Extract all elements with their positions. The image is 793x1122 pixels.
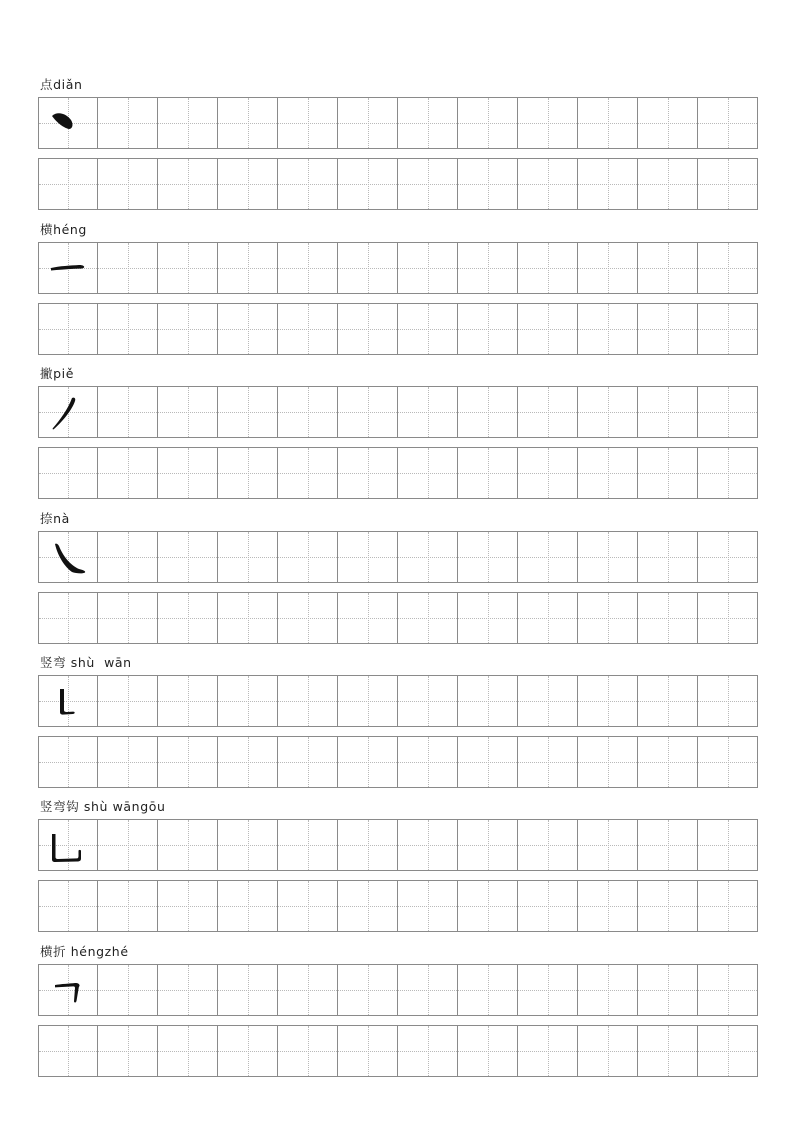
practice-cell[interactable] <box>398 158 458 210</box>
model-stroke-cell <box>38 531 98 583</box>
practice-cell[interactable] <box>578 592 638 644</box>
practice-cell[interactable] <box>638 531 698 583</box>
practice-cell[interactable] <box>278 736 338 788</box>
practice-cell[interactable] <box>278 158 338 210</box>
practice-cell[interactable] <box>578 736 638 788</box>
practice-cell[interactable] <box>518 386 578 438</box>
practice-cell[interactable] <box>338 386 398 438</box>
practice-cell[interactable] <box>38 158 98 210</box>
practice-cell[interactable] <box>578 303 638 355</box>
section-label: 横héng <box>40 222 87 237</box>
practice-cell[interactable] <box>38 880 98 932</box>
practice-cell[interactable] <box>698 303 758 355</box>
practice-cell[interactable] <box>278 880 338 932</box>
practice-cell[interactable] <box>158 819 218 871</box>
practice-cell[interactable] <box>518 531 578 583</box>
practice-cell[interactable] <box>338 736 398 788</box>
practice-cell[interactable] <box>518 736 578 788</box>
practice-cell[interactable] <box>98 964 158 1016</box>
practice-cell[interactable] <box>578 964 638 1016</box>
practice-cell[interactable] <box>278 819 338 871</box>
practice-cell[interactable] <box>458 675 518 727</box>
practice-cell[interactable] <box>218 303 278 355</box>
practice-cell[interactable] <box>218 736 278 788</box>
practice-cell[interactable] <box>458 1025 518 1077</box>
practice-cell[interactable] <box>578 819 638 871</box>
practice-cell[interactable] <box>518 97 578 149</box>
practice-cell[interactable] <box>38 447 98 499</box>
model-stroke-cell <box>38 964 98 1016</box>
practice-cell[interactable] <box>218 531 278 583</box>
practice-cell[interactable] <box>698 97 758 149</box>
practice-cell[interactable] <box>638 1025 698 1077</box>
practice-row <box>38 531 758 583</box>
practice-cell[interactable] <box>458 158 518 210</box>
practice-cell[interactable] <box>338 592 398 644</box>
section-label: 竖弯 shù wān <box>40 655 132 670</box>
practice-cell[interactable] <box>158 97 218 149</box>
practice-cell[interactable] <box>338 531 398 583</box>
practice-cell[interactable] <box>98 531 158 583</box>
practice-cell[interactable] <box>578 1025 638 1077</box>
practice-cell[interactable] <box>638 158 698 210</box>
practice-cell[interactable] <box>398 964 458 1016</box>
section-label: 竖弯钩 shù wāngōu <box>40 799 166 814</box>
practice-cell[interactable] <box>518 1025 578 1077</box>
practice-cell[interactable] <box>458 964 518 1016</box>
practice-cell[interactable] <box>218 880 278 932</box>
practice-cell[interactable] <box>398 736 458 788</box>
practice-cell[interactable] <box>338 675 398 727</box>
practice-cell[interactable] <box>158 880 218 932</box>
practice-cell[interactable] <box>218 964 278 1016</box>
practice-cell[interactable] <box>98 447 158 499</box>
practice-row <box>38 675 758 727</box>
practice-cell[interactable] <box>398 447 458 499</box>
practice-cell[interactable] <box>218 819 278 871</box>
practice-cell[interactable] <box>458 880 518 932</box>
practice-cell[interactable] <box>518 447 578 499</box>
practice-cell[interactable] <box>98 736 158 788</box>
practice-cell[interactable] <box>638 386 698 438</box>
practice-cell[interactable] <box>638 964 698 1016</box>
practice-row <box>38 97 758 149</box>
practice-cell[interactable] <box>218 386 278 438</box>
practice-cell[interactable] <box>158 242 218 294</box>
practice-cell[interactable] <box>158 964 218 1016</box>
practice-row <box>38 1025 758 1077</box>
practice-cell[interactable] <box>578 386 638 438</box>
practice-cell[interactable] <box>518 592 578 644</box>
practice-cell[interactable] <box>278 97 338 149</box>
practice-cell[interactable] <box>158 736 218 788</box>
practice-cell[interactable] <box>338 242 398 294</box>
practice-cell[interactable] <box>38 736 98 788</box>
dian-stroke-icon <box>39 98 97 148</box>
practice-cell[interactable] <box>158 531 218 583</box>
practice-cell[interactable] <box>698 736 758 788</box>
section-label: 点diǎn <box>40 77 83 92</box>
shuwan-stroke-icon <box>39 676 97 726</box>
practice-cell[interactable] <box>98 592 158 644</box>
practice-cell[interactable] <box>638 736 698 788</box>
practice-cell[interactable] <box>518 675 578 727</box>
practice-cell[interactable] <box>278 964 338 1016</box>
practice-cell[interactable] <box>578 97 638 149</box>
practice-cell[interactable] <box>218 158 278 210</box>
model-stroke-cell <box>38 819 98 871</box>
practice-cell[interactable] <box>338 97 398 149</box>
practice-cell[interactable] <box>338 819 398 871</box>
practice-cell[interactable] <box>398 97 458 149</box>
na-stroke-icon <box>39 532 97 582</box>
practice-cell[interactable] <box>38 592 98 644</box>
practice-cell[interactable] <box>458 819 518 871</box>
practice-cell[interactable] <box>458 736 518 788</box>
section-label: 横折 héngzhé <box>40 944 129 959</box>
practice-cell[interactable] <box>398 592 458 644</box>
practice-cell[interactable] <box>158 675 218 727</box>
practice-cell[interactable] <box>98 675 158 727</box>
model-stroke-cell <box>38 675 98 727</box>
practice-cell[interactable] <box>518 303 578 355</box>
practice-row <box>38 736 758 788</box>
practice-cell[interactable] <box>98 819 158 871</box>
practice-cell[interactable] <box>698 447 758 499</box>
practice-cell[interactable] <box>98 303 158 355</box>
practice-cell[interactable] <box>698 1025 758 1077</box>
practice-cell[interactable] <box>518 158 578 210</box>
practice-cell[interactable] <box>518 880 578 932</box>
practice-cell[interactable] <box>638 242 698 294</box>
practice-cell[interactable] <box>578 880 638 932</box>
practice-cell[interactable] <box>158 592 218 644</box>
practice-cell[interactable] <box>458 531 518 583</box>
practice-cell[interactable] <box>698 675 758 727</box>
practice-cell[interactable] <box>338 1025 398 1077</box>
practice-row <box>38 964 758 1016</box>
practice-cell[interactable] <box>38 1025 98 1077</box>
practice-cell[interactable] <box>278 1025 338 1077</box>
practice-cell[interactable] <box>158 386 218 438</box>
practice-cell[interactable] <box>218 447 278 499</box>
practice-cell[interactable] <box>398 819 458 871</box>
practice-cell[interactable] <box>218 592 278 644</box>
practice-cell[interactable] <box>578 158 638 210</box>
practice-cell[interactable] <box>218 97 278 149</box>
practice-cell[interactable] <box>578 675 638 727</box>
practice-cell[interactable] <box>278 592 338 644</box>
practice-cell[interactable] <box>458 447 518 499</box>
practice-row <box>38 880 758 932</box>
practice-cell[interactable] <box>578 531 638 583</box>
model-stroke-cell <box>38 386 98 438</box>
practice-row <box>38 386 758 438</box>
practice-cell[interactable] <box>698 386 758 438</box>
practice-cell[interactable] <box>398 242 458 294</box>
practice-cell[interactable] <box>398 880 458 932</box>
practice-cell[interactable] <box>338 447 398 499</box>
hengzhe-stroke-icon <box>39 965 97 1015</box>
practice-cell[interactable] <box>278 386 338 438</box>
section-label: 捺nà <box>40 511 70 526</box>
practice-cell[interactable] <box>698 242 758 294</box>
practice-cell[interactable] <box>218 242 278 294</box>
model-stroke-cell <box>38 242 98 294</box>
practice-cell[interactable] <box>278 242 338 294</box>
practice-cell[interactable] <box>698 819 758 871</box>
practice-row <box>38 819 758 871</box>
practice-row <box>38 158 758 210</box>
practice-cell[interactable] <box>638 592 698 644</box>
practice-cell[interactable] <box>98 880 158 932</box>
practice-cell[interactable] <box>98 1025 158 1077</box>
practice-cell[interactable] <box>698 880 758 932</box>
practice-cell[interactable] <box>638 303 698 355</box>
practice-cell[interactable] <box>278 447 338 499</box>
practice-cell[interactable] <box>98 97 158 149</box>
practice-cell[interactable] <box>98 158 158 210</box>
practice-cell[interactable] <box>698 592 758 644</box>
practice-cell[interactable] <box>338 880 398 932</box>
practice-cell[interactable] <box>158 447 218 499</box>
practice-row <box>38 592 758 644</box>
practice-cell[interactable] <box>98 242 158 294</box>
practice-cell[interactable] <box>518 964 578 1016</box>
practice-cell[interactable] <box>278 303 338 355</box>
practice-cell[interactable] <box>698 964 758 1016</box>
pie-stroke-icon <box>39 387 97 437</box>
model-stroke-cell <box>38 97 98 149</box>
practice-cell[interactable] <box>218 1025 278 1077</box>
practice-row <box>38 447 758 499</box>
practice-cell[interactable] <box>458 242 518 294</box>
practice-cell[interactable] <box>398 675 458 727</box>
practice-cell[interactable] <box>458 386 518 438</box>
practice-cell[interactable] <box>398 386 458 438</box>
practice-cell[interactable] <box>98 386 158 438</box>
shuwangou-stroke-icon <box>39 820 97 870</box>
practice-cell[interactable] <box>638 447 698 499</box>
practice-cell[interactable] <box>158 158 218 210</box>
practice-cell[interactable] <box>158 303 218 355</box>
practice-cell[interactable] <box>338 303 398 355</box>
section-label: 撇piě <box>40 366 74 381</box>
practice-cell[interactable] <box>458 97 518 149</box>
practice-cell[interactable] <box>338 158 398 210</box>
practice-cell[interactable] <box>638 675 698 727</box>
practice-row <box>38 242 758 294</box>
practice-cell[interactable] <box>578 242 638 294</box>
practice-cell[interactable] <box>698 158 758 210</box>
practice-cell[interactable] <box>518 819 578 871</box>
practice-cell[interactable] <box>278 675 338 727</box>
practice-cell[interactable] <box>38 303 98 355</box>
practice-cell[interactable] <box>338 964 398 1016</box>
heng-stroke-icon <box>39 243 97 293</box>
practice-cell[interactable] <box>398 303 458 355</box>
practice-cell[interactable] <box>458 303 518 355</box>
practice-cell[interactable] <box>398 531 458 583</box>
practice-cell[interactable] <box>278 531 338 583</box>
practice-cell[interactable] <box>518 242 578 294</box>
practice-cell[interactable] <box>458 592 518 644</box>
practice-cell[interactable] <box>698 531 758 583</box>
practice-cell[interactable] <box>158 1025 218 1077</box>
practice-cell[interactable] <box>638 880 698 932</box>
practice-row <box>38 303 758 355</box>
practice-cell[interactable] <box>638 819 698 871</box>
practice-cell[interactable] <box>638 97 698 149</box>
practice-cell[interactable] <box>578 447 638 499</box>
practice-cell[interactable] <box>398 1025 458 1077</box>
practice-cell[interactable] <box>218 675 278 727</box>
